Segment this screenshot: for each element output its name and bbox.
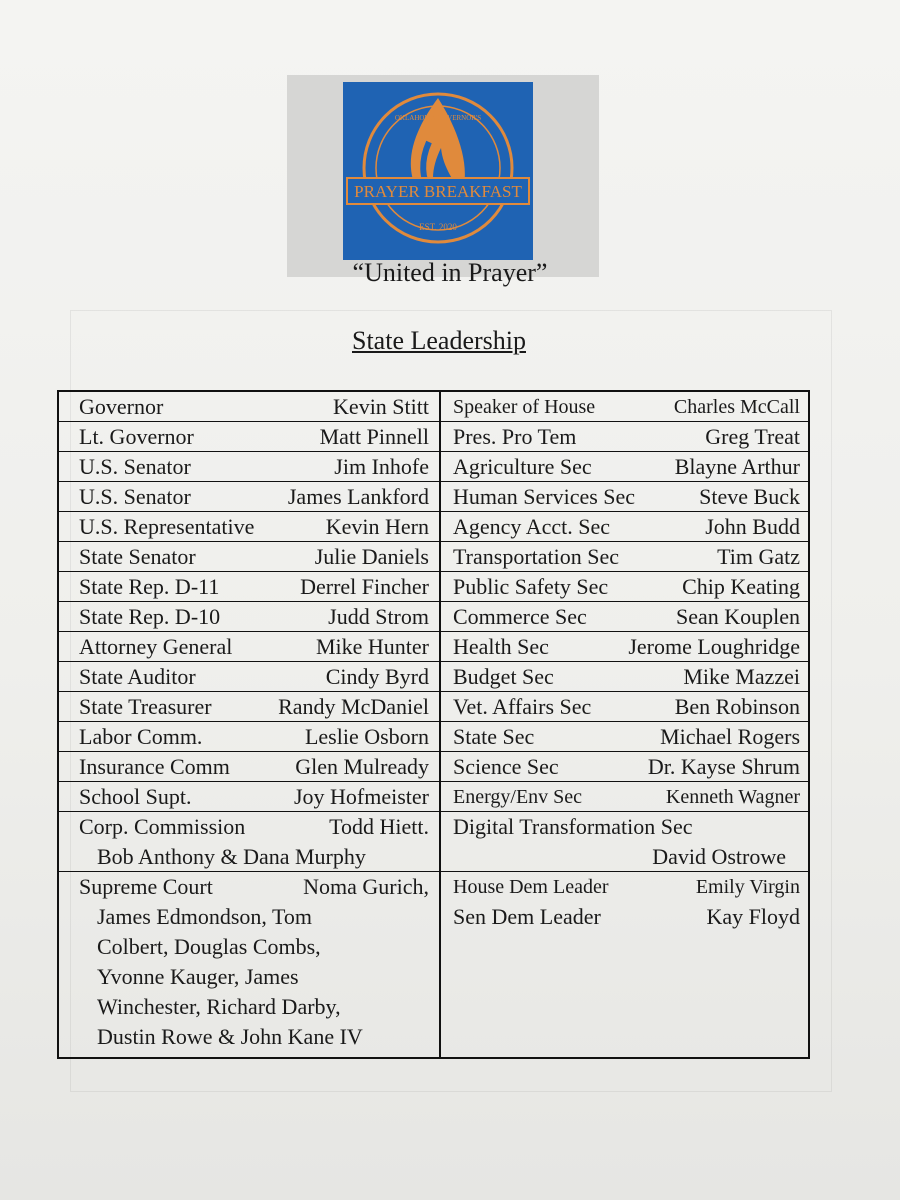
person-name: Greg Treat [705,424,800,449]
role-name-pair [59,872,439,902]
person-name: Joy Hofmeister [293,784,429,809]
role-name-pair [441,392,808,422]
person-name: Noma Gurich, [303,874,429,899]
role-name-pair [441,422,808,452]
role-label: Labor Comm. [79,724,203,749]
logo-est-text: EST. 2020 [419,222,457,232]
role-label: Budget Sec [453,664,554,689]
text-line: Dustin Rowe & John Kane IV [97,1024,363,1049]
role-label: House Dem Leader [453,876,609,898]
role-name-pair [59,722,439,752]
role-name-pair [441,902,808,932]
text-line: Colbert, Douglas Combs, [97,934,321,959]
left-row [59,782,439,812]
role-label: Agency Acct. Sec [453,514,610,539]
role-label: Pres. Pro Tem [453,424,577,449]
person-name: Blayne Arthur [674,454,800,479]
logo-arc-text: OKLAHOMA GOVERNOR'S [394,114,482,122]
person-name: Derrel Fincher [300,574,429,599]
role-name-pair [59,422,439,452]
role-label: Insurance Comm [79,754,230,779]
role-name-pair [59,752,439,782]
person-name: Chip Keating [682,574,800,599]
role-name-pair [59,602,439,632]
left-row [59,392,439,422]
role-label: Science Sec [453,754,559,779]
person-name: Kevin Stitt [333,394,429,419]
person-name: Tim Gatz [717,544,800,569]
person-name: Charles McCall [673,396,800,418]
role-label: Vet. Affairs Sec [453,694,592,719]
left-row [59,662,439,692]
role-name-pair [59,782,439,812]
person-name: Mike Mazzei [683,664,800,689]
role-name-pair [59,812,439,842]
role-label: Energy/Env Sec [453,786,583,808]
role-name-pair [441,752,808,782]
text-line: Bob Anthony & Dana Murphy [97,844,366,869]
person-name: Ben Robinson [674,694,800,719]
person-name: Emily Virgin [695,876,800,898]
role-name-pair [441,662,808,692]
tagline: “United in Prayer” [352,258,548,287]
role-label: U.S. Senator [79,454,191,479]
role-label: State Senator [79,544,196,569]
role-name-pair [441,782,808,812]
role-label: Agriculture Sec [453,454,592,479]
role-name-pair [441,692,808,722]
role-name-pair [441,872,808,902]
right-row [441,662,808,692]
supreme-court-row [59,872,439,1057]
left-row [59,422,439,452]
left-row [59,512,439,542]
text-line: Digital Transformation Sec [453,814,693,839]
left-row [59,632,439,662]
text-line: James Edmondson, Tom [97,904,312,929]
person-name: Mike Hunter [315,634,429,659]
role-label: Speaker of House [453,396,596,418]
role-label: Corp. Commission [79,814,246,839]
role-name-pair [59,512,439,542]
role-label: State Treasurer [79,694,212,719]
person-name: Kay Floyd [706,904,800,929]
corp-commission-row [59,812,439,872]
leadership-table [57,390,810,1059]
role-name-pair [59,632,439,662]
text-line: David Ostrowe [652,844,786,869]
right-column [441,392,808,1057]
role-label: Health Sec [453,634,549,659]
person-name: Glen Mulready [295,754,429,779]
role-label: U.S. Representative [79,514,255,539]
role-name-pair [441,572,808,602]
role-name-pair [441,542,808,572]
right-row [441,392,808,422]
role-name-pair [59,692,439,722]
person-name: Judd Strom [328,604,429,629]
role-name-pair [59,482,439,512]
role-label: School Supt. [79,784,192,809]
right-row [441,422,808,452]
left-row [59,572,439,602]
role-label: State Sec [453,724,535,749]
person-name: Michael Rogers [660,724,800,749]
person-name: Leslie Osborn [304,724,429,749]
left-column [59,392,441,1057]
role-label: Public Safety Sec [453,574,609,599]
role-name-pair [59,572,439,602]
person-name: Dr. Kayse Shrum [647,754,800,779]
person-name: Kenneth Wagner [665,786,800,808]
role-name-pair [441,722,808,752]
role-label: State Auditor [79,664,196,689]
left-row [59,602,439,632]
person-name: Matt Pinnell [319,424,429,449]
role-label: Lt. Governor [79,424,194,449]
role-label: State Rep. D-10 [79,604,221,629]
role-name-pair [441,512,808,542]
role-label: Supreme Court [79,874,213,899]
role-name-pair [441,602,808,632]
right-row [441,452,808,482]
role-name-pair [59,392,439,422]
right-row [441,512,808,542]
role-label: State Rep. D-11 [79,574,220,599]
text-line: Winchester, Richard Darby, [97,994,341,1019]
right-row [441,752,808,782]
role-name-pair [441,632,808,662]
right-row [441,572,808,602]
person-name: Jim Inhofe [334,454,429,479]
right-row [441,542,808,572]
text-line: Yvonne Kauger, James [97,964,299,989]
right-row [441,782,808,812]
right-row [441,632,808,662]
person-name: Julie Daniels [314,544,429,569]
right-row [441,482,808,512]
section-title: State Leadership [352,326,526,355]
role-name-pair [59,542,439,572]
left-row [59,722,439,752]
person-name: Kevin Hern [325,514,429,539]
person-name: Randy McDaniel [278,694,429,719]
person-name: Steve Buck [699,484,800,509]
left-row [59,692,439,722]
role-name-pair [441,452,808,482]
left-row [59,542,439,572]
right-row [441,722,808,752]
person-name: Sean Kouplen [675,604,800,629]
person-name: James Lankford [287,484,429,509]
person-name: Jerome Loughridge [628,634,800,659]
right-row [441,602,808,632]
role-label: Sen Dem Leader [453,904,601,929]
person-name: Cindy Byrd [325,664,429,689]
role-name-pair [59,452,439,482]
person-name: Todd Hiett. [329,814,429,839]
prayer-breakfast-logo [343,82,533,260]
legislative-leaders-row [441,872,808,1057]
role-label: Commerce Sec [453,604,587,629]
role-label: Governor [79,394,164,419]
role-name-pair [441,482,808,512]
role-label: Attorney General [79,634,233,659]
role-label: Human Services Sec [453,484,636,509]
left-row [59,482,439,512]
digital-transformation-row [441,812,808,872]
left-row [59,452,439,482]
person-name: John Budd [705,514,800,539]
role-name-pair [59,662,439,692]
right-row [441,692,808,722]
logo-banner-text: PRAYER BREAKFAST [354,182,522,201]
role-label: Transportation Sec [453,544,620,569]
role-label: U.S. Senator [79,484,191,509]
left-row [59,752,439,782]
